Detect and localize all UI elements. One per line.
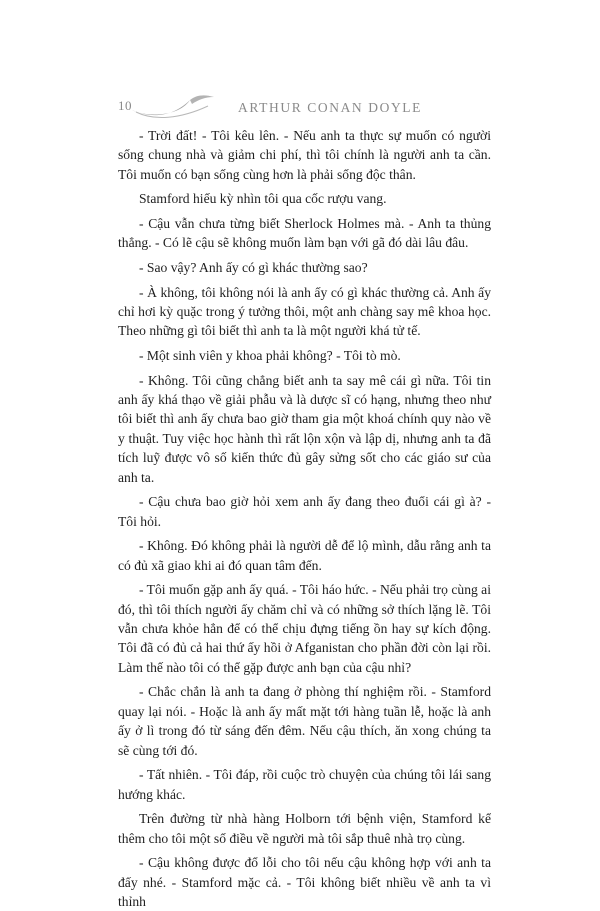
page-number: 10	[118, 98, 132, 113]
paragraph: - À không, tôi không nói là anh ấy có gì khác thường cả. Anh ấy chỉ hơi kỳ quặc trong ý tưởng thôi, một anh chàng say mê khoa học. Theo những gì tôi biết thì anh ta là một người khá tử tế.	[118, 284, 491, 339]
paragraph: - Tất nhiên. - Tôi đáp, rồi cuộc trò chuyện của chúng tôi lái sang hướng khác.	[118, 767, 491, 802]
paragraph: - Tôi muốn gặp anh ấy quá. - Tôi háo hức. - Nếu phải trọ cùng ai đó, thì tôi thích người ấy chăm chỉ và có những sở thích lặng lẽ. Tôi vẫn chưa khỏe hẳn để có thể chịu đựng tiếng ồn hay sự kích động. Tôi đã có đủ cả hai thứ ấy hồi ở Afganistan cho phần đời còn lại rồi. Làm thế nào tôi có thể gặp được anh bạn của cậu nhỉ?	[118, 582, 491, 675]
paragraph: - Sao vậy? Anh ấy có gì khác thường sao?	[139, 260, 368, 275]
paragraph: - Cậu không được đổ lỗi cho tôi nếu cậu không hợp với anh ta đấy nhé. - Stamford mặc cả. - Tôi không biết nhiều về anh ta vì thỉnh	[118, 855, 491, 910]
paragraph: - Chắc chắn là anh ta đang ở phòng thí nghiệm rồi. - Stamford quay lại nói. - Hoặc là anh ấy mất mặt tới hàng tuần lễ, hoặc là anh ấy ở lì trong đó từ sáng đến đêm. Nếu cậu thích, ăn xong chúng ta sẽ cùng tới đó.	[118, 684, 491, 758]
paragraph: - Cậu chưa bao giờ hỏi xem anh ấy đang theo đuổi cái gì à? - Tôi hỏi.	[118, 494, 491, 529]
paragraph: - Không. Đó không phải là người dễ để lộ mình, dẫu rằng anh ta có đủ xã giao khi ai đó quan tâm đến.	[118, 538, 491, 573]
paragraph: - Trời đất! - Tôi kêu lên. - Nếu anh ta thực sự muốn có người sống chung nhà và giảm chi phí, thì tôi chính là người anh ta cần. Tôi muốn có bạn sống cùng hơn là phải sống độc thân.	[118, 128, 491, 182]
paragraph: - Một sinh viên y khoa phải không? - Tôi tò mò.	[139, 348, 401, 363]
paragraph: - Không. Tôi cũng chẳng biết anh ta say mê cái gì nữa. Tôi tin anh ấy khá thạo về giải phẫu và là dược sĩ có hạng, nhưng theo như tôi biết thì anh ấy chưa bao giờ tham gia một khoá chính quy nào về y thuật. Tuy việc học hành thì rất lộn xộn và lập dị, nhưng anh ta đã tích luỹ được vô số kiến thức đủ gây sửng sốt cho các giáo sư của anh ta.	[118, 372, 491, 485]
paragraph: Trên đường từ nhà hàng Holborn tới bệnh viện, Stamford kể thêm cho tôi một số điều về người mà tôi sắp thuê nhà trọ cùng.	[118, 811, 491, 846]
paragraph: Stamford hiếu kỳ nhìn tôi qua cốc rượu vang.	[139, 191, 387, 207]
page-header	[0, 88, 600, 128]
chapter-text	[118, 126, 491, 911]
paragraph: - Cậu vẫn chưa từng biết Sherlock Holmes mà. - Anh ta thủng thẳng. - Có lẽ cậu sẽ không muốn làm bạn với gã đó dài lâu đâu.	[118, 216, 491, 251]
running-title: ARTHUR CONAN DOYLE	[238, 100, 422, 115]
